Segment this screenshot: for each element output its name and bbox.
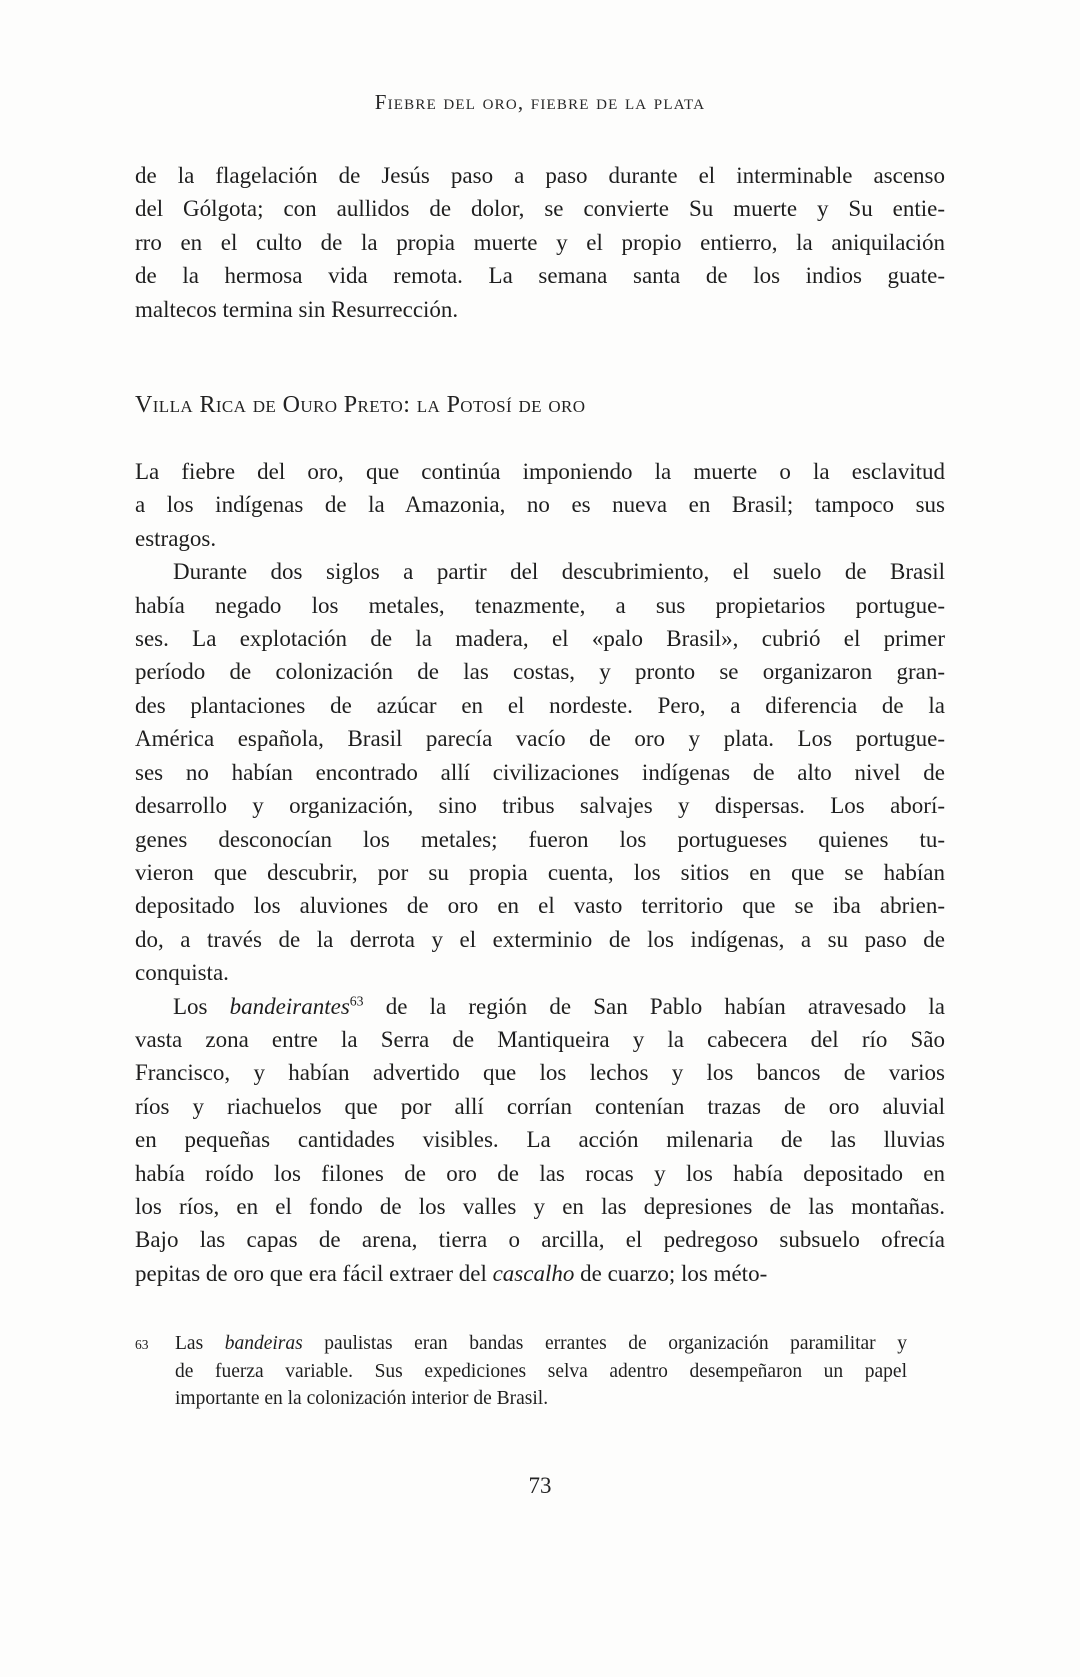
page-number: 73 [528,1472,552,1498]
footnote [135,1330,907,1413]
text-line: importante en la colonización interior de Brasil. [175,1388,549,1410]
footnote-marker: 63 [135,1337,149,1353]
text-line: do, a través de la derrota y el exterminio de los indígenas, a su paso de [135,926,945,952]
text-line: pepitas de oro que era fácil extraer del cascalho de cuarzo; los méto- [135,1260,768,1286]
text-line: había negado los metales, tenazmente, a sus propietarios portugue- [135,592,945,618]
text-line: des plantaciones de azúcar en el nordeste. Pero, a diferencia de la [135,692,945,718]
text-line: genes desconocían los metales; fueron los portugueses quienes tu- [135,826,945,852]
text-line: desarrollo y organización, sino tribus salvajes y dispersas. Los aborí- [135,793,945,819]
text-line: del Gólgota; con aullidos de dolor, se convierte Su muerte y Su entie- [135,196,945,222]
text-line: Durante dos siglos a partir del descubrimiento, el suelo de Brasil [173,559,945,585]
text-line: período de colonización de las costas, y pronto se organizaron gran- [135,659,945,685]
text-line: Bajo las capas de arena, tierra o arcilla, el pedregoso subsuelo ofrecía [135,1227,945,1253]
paragraph [135,555,945,989]
text-line: los ríos, en el fondo de los valles y en las depresiones de las montañas. [135,1193,945,1219]
text-line: Los bandeirantes$^{63}$ de la región de San Pablo habían atravesado la [173,992,946,1019]
text-line: conquista. [135,960,229,986]
text-line: ses no habían encontrado allí civilizaciones indígenas de alto nivel de [135,759,945,785]
paragraph [135,455,945,555]
paragraph [135,990,945,1291]
text-line: de fuerza variable. Sus expediciones selva adentro desempeñaron un papel [175,1360,907,1382]
footnote-text [175,1330,907,1413]
footnote-reference: 63 [349,992,364,1008]
text-line: vieron que descubrir, por su propia cuenta, los sitios en que se habían [135,859,945,885]
text-line: a los indígenas de la Amazonia, no es nueva en Brasil; tampoco sus [135,492,945,518]
text-line: de la hermosa vida remota. La semana santa de los indios guate- [135,263,945,289]
text-line: maltecos termina sin Resurrección. [135,296,459,322]
section-heading: Villa Rica de Ouro Preto: la Potosí de oro [135,392,586,419]
text-line: ríos y riachuelos que por allí corrían contenían trazas de oro aluvial [135,1093,945,1119]
paragraph-continuation [135,159,945,326]
text-line: había roído los filones de oro de las rocas y los había depositado en [135,1160,945,1186]
text-line: rro en el culto de la propia muerte y el propio entierro, la aniquilación [135,229,945,255]
text-line: América española, Brasil parecía vacío de oro y plata. Los portugue- [135,726,945,752]
running-head: Fiebre del oro, fiebre de la plata [374,90,706,114]
text-line: de la flagelación de Jesús paso a paso durante el interminable ascenso [135,163,945,188]
text-line: estragos. [135,525,217,551]
text-line: Francisco, y habían advertido que los lechos y los bancos de varios [135,1060,945,1086]
text-line: Las bandeiras paulistas eran bandas errantes de organización paramilitar y [175,1333,907,1355]
text-line: en pequeñas cantidades visibles. La acción milenaria de las lluvias [135,1127,945,1153]
text-line: ses. La explotación de la madera, el «palo Brasil», cubrió el primer [135,626,945,652]
text-line: vasta zona entre la Serra de Mantiqueira y la cabecera del río São [135,1026,945,1052]
text-column [135,159,945,1499]
text-line: La fiebre del oro, que continúa imponiendo la muerte o la esclavitud [135,459,945,485]
text-line: depositado los aluviones de oro en el vasto territorio que se iba abrien- [135,893,945,919]
